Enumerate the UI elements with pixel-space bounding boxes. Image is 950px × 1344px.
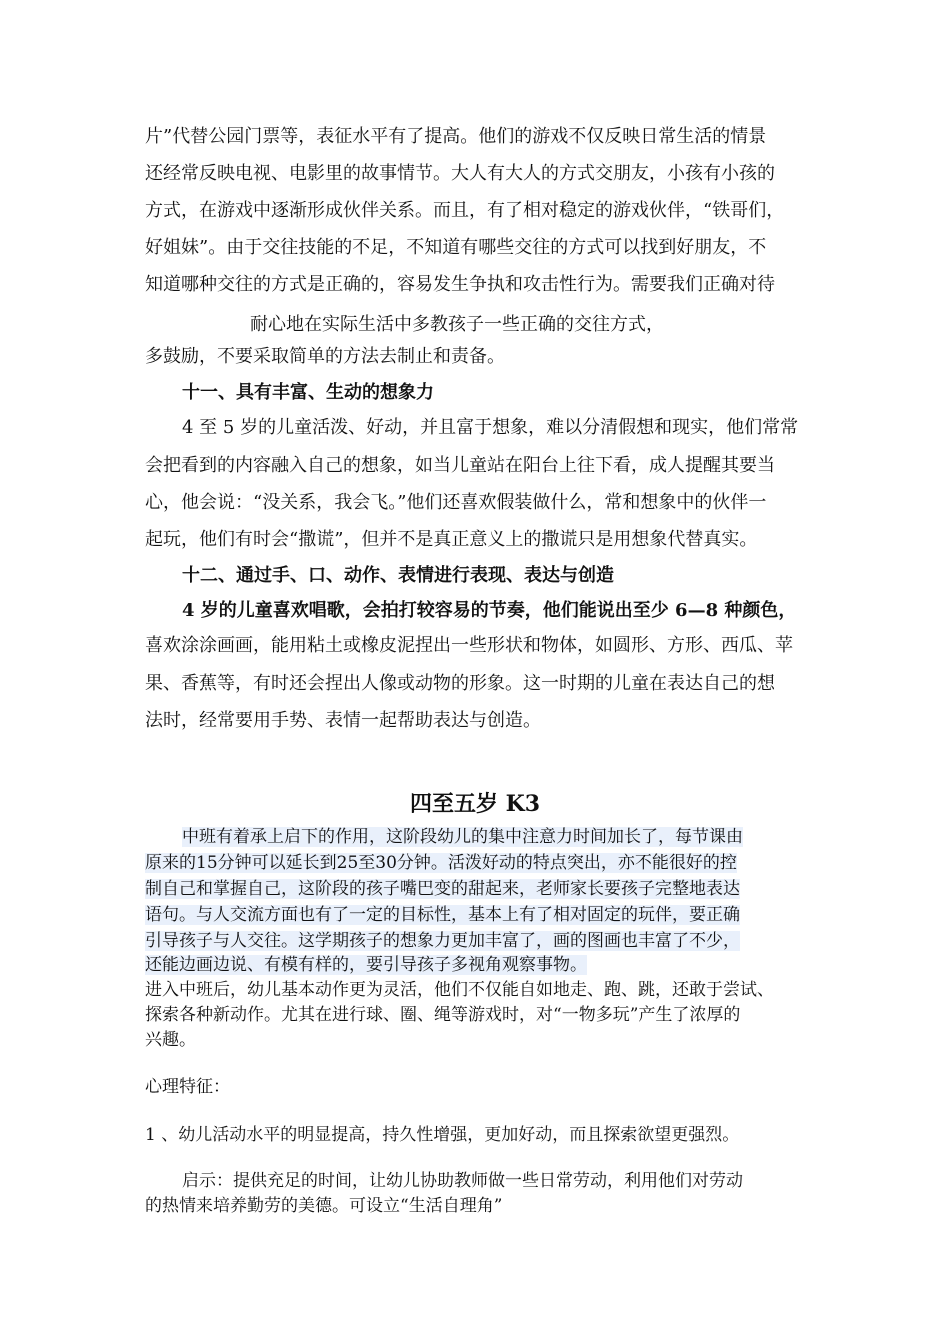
body-text-line: 会把看到的内容融入自己的想象，如当儿童站在阳台上往下看，成人提醒其要当 <box>145 455 775 476</box>
body-text-line: 耐心地在实际生活中多教孩子一些正确的交往方式， <box>250 314 664 335</box>
body-text-line: 片”代替公园门票等，表征水平有了提高。他们的游戏不仅反映日常生活的情景 <box>145 126 767 147</box>
body-text-line: 好姐妹”。由于交往技能的不足，不知道有哪些交往的方式可以找到好朋友，不 <box>145 237 767 258</box>
body-text-line-bold: 4 岁的儿童喜欢唱歌，会拍打较容易的节奏，他们能说出至少 6—8 种颜色， <box>182 600 797 621</box>
highlighted-text-line: 原来的15分钟可以延长到25至30分钟。活泼好动的特点突出，亦不能很好的控 <box>145 853 737 873</box>
body-text-line: 进入中班后，幼儿基本动作更为灵活，他们不仅能自如地走、跑、跳，还敢于尝试、 <box>145 980 774 1000</box>
section-title: 四至五岁 K3 <box>409 791 541 817</box>
body-text-line: 多鼓励，不要采取简单的方法去制止和责备。 <box>145 346 505 367</box>
body-text-line: 启示：提供充足的时间，让幼儿协助教师做一些日常劳动，利用他们对劳动 <box>182 1171 743 1191</box>
highlighted-text-line: 还能边画边说、有模有样的，要引导孩子多视角观察事物。 <box>145 955 587 975</box>
body-text-line: 喜欢涂涂画画，能用粘土或橡皮泥捏出一些形状和物体，如圆形、方形、西瓜、苹 <box>145 635 793 656</box>
highlighted-text-line: 制自己和掌握自己，这阶段的孩子嘴巴变的甜起来，老师家长要孩子完整地表达 <box>145 879 740 899</box>
body-text-line: 起玩，他们有时会“撒谎”，但并不是真正意义上的撒谎只是用想象代替真实。 <box>145 529 758 550</box>
body-text-line: 法时，经常要用手势、表情一起帮助表达与创造。 <box>145 710 541 731</box>
body-text-line: 知道哪种交往的方式是正确的，容易发生争执和攻击性行为。需要我们正确对待 <box>145 274 775 295</box>
body-text-line: 方式，在游戏中逐渐形成伙伴关系。而且，有了相对稳定的游戏伙伴，“铁哥们， <box>145 200 785 221</box>
body-text-line: 兴趣。 <box>145 1030 196 1050</box>
body-text-line: 心，他会说：“没关系，我会飞。”他们还喜欢假装做什么，常和想象中的伙伴一 <box>145 492 767 513</box>
subheading-label: 心理特征： <box>145 1077 230 1097</box>
body-text-line: 还经常反映电视、电影里的故事情节。大人有大人的方式交朋友，小孩有小孩的 <box>145 163 775 184</box>
body-text-line: 探索各种新动作。尤其在进行球、圈、绳等游戏时，对“一物多玩”产生了浓厚的 <box>145 1005 741 1025</box>
section-heading: 十一、具有丰富、生动的想象力 <box>182 382 434 403</box>
body-text-line: 4 至 5 岁的儿童活泼、好动，并且富于想象，难以分清假想和现实，他们常常 <box>182 417 799 438</box>
list-item: 1 、幼儿活动水平的明显提高，持久性增强，更加好动，而且探索欲望更强烈。 <box>145 1125 740 1145</box>
body-text-line: 的热情来培养勤劳的美德。可设立“生活自理角” <box>145 1196 503 1216</box>
body-text-line: 果、香蕉等，有时还会捏出人像或动物的形象。这一时期的儿童在表达自己的想 <box>145 673 775 694</box>
highlighted-text-line: 语句。与人交流方面也有了一定的目标性，基本上有了相对固定的玩伴，要正确 <box>145 905 740 925</box>
highlighted-text-line: 引导孩子与人交往。这学期孩子的想象力更加丰富了，画的图画也丰富了不少， <box>145 931 740 951</box>
highlighted-text-line: 中班有着承上启下的作用，这阶段幼儿的集中注意力时间加长了，每节课由 <box>182 827 743 847</box>
section-heading: 十二、通过手、口、动作、表情进行表现、表达与创造 <box>182 565 614 586</box>
